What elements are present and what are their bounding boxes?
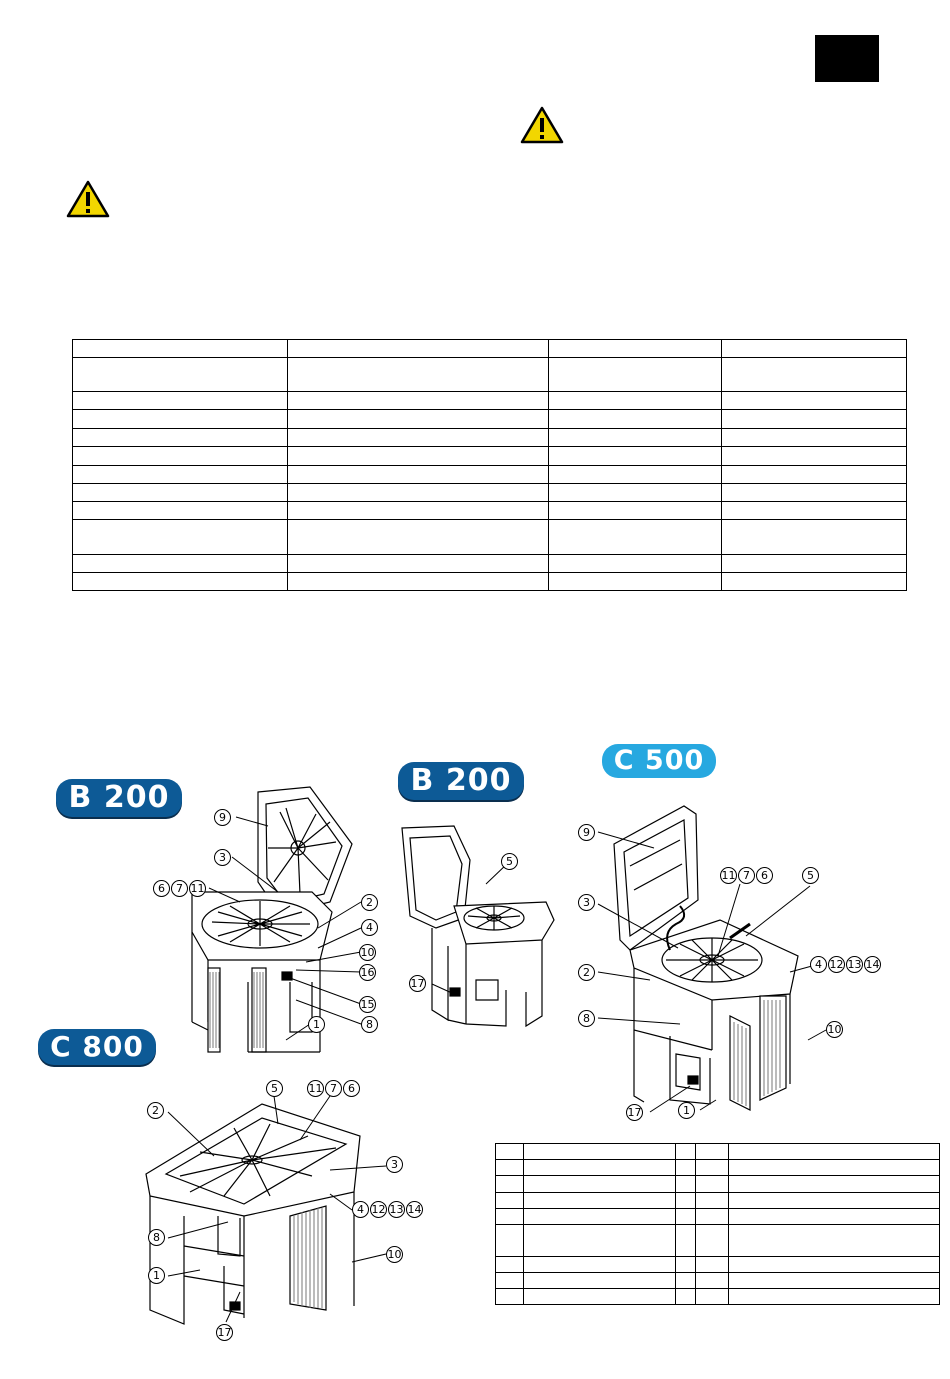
callout-17: 17 — [410, 977, 425, 990]
callout-8: 8 — [578, 1010, 596, 1027]
callout-3: 3 — [578, 894, 596, 911]
table-row — [496, 1144, 940, 1160]
table-row — [496, 1257, 940, 1273]
callout-4: 4 — [361, 919, 379, 936]
callout-15: 15 — [360, 998, 375, 1011]
table-row — [496, 1289, 940, 1305]
callout-8: 8 — [148, 1229, 166, 1246]
callout-1: 1 — [308, 1016, 326, 1033]
callout-1: 1 — [678, 1102, 696, 1119]
callout-9: 9 — [214, 809, 232, 826]
callout-3: 3 — [386, 1156, 404, 1173]
callout-11-7-6: 11 7 6 — [720, 867, 774, 884]
callout-4-12-13-14: 4 12 13 14 — [352, 1201, 424, 1218]
model-badge-b200: B 200 — [398, 762, 524, 800]
callout-8: 8 — [361, 1016, 379, 1033]
model-badge-c800: C 800 — [38, 1029, 156, 1065]
table-row — [496, 1193, 940, 1209]
table-row — [496, 1273, 940, 1289]
table-row — [496, 1209, 940, 1225]
callout-16: 16 — [360, 966, 375, 979]
parts-table — [495, 1143, 940, 1305]
callout-11-7-6: 11 7 6 — [307, 1080, 361, 1097]
callout-2: 2 — [147, 1102, 165, 1119]
callout-2: 2 — [361, 894, 379, 911]
callout-10: 10 — [360, 946, 375, 959]
callout-3: 3 — [214, 849, 232, 866]
callout-17: 17 — [217, 1326, 232, 1339]
callout-1: 1 — [148, 1267, 166, 1284]
model-badge-c500: C 500 — [602, 744, 716, 778]
table-row — [496, 1176, 940, 1193]
callout-17: 17 — [627, 1106, 642, 1119]
callout-9: 9 — [578, 824, 596, 841]
table-row — [496, 1225, 940, 1257]
callout-5: 5 — [501, 853, 519, 870]
callout-10: 10 — [387, 1248, 402, 1261]
callout-4-12-13-14: 4 12 13 14 — [810, 956, 882, 973]
callout-5: 5 — [266, 1080, 284, 1097]
model-badge-b200: B 200 — [56, 779, 182, 817]
callout-10: 10 — [827, 1023, 842, 1036]
callout-2: 2 — [578, 964, 596, 981]
callout-5: 5 — [802, 867, 820, 884]
table-row — [496, 1160, 940, 1176]
callout-6-7-11: 6 7 11 — [153, 880, 207, 897]
